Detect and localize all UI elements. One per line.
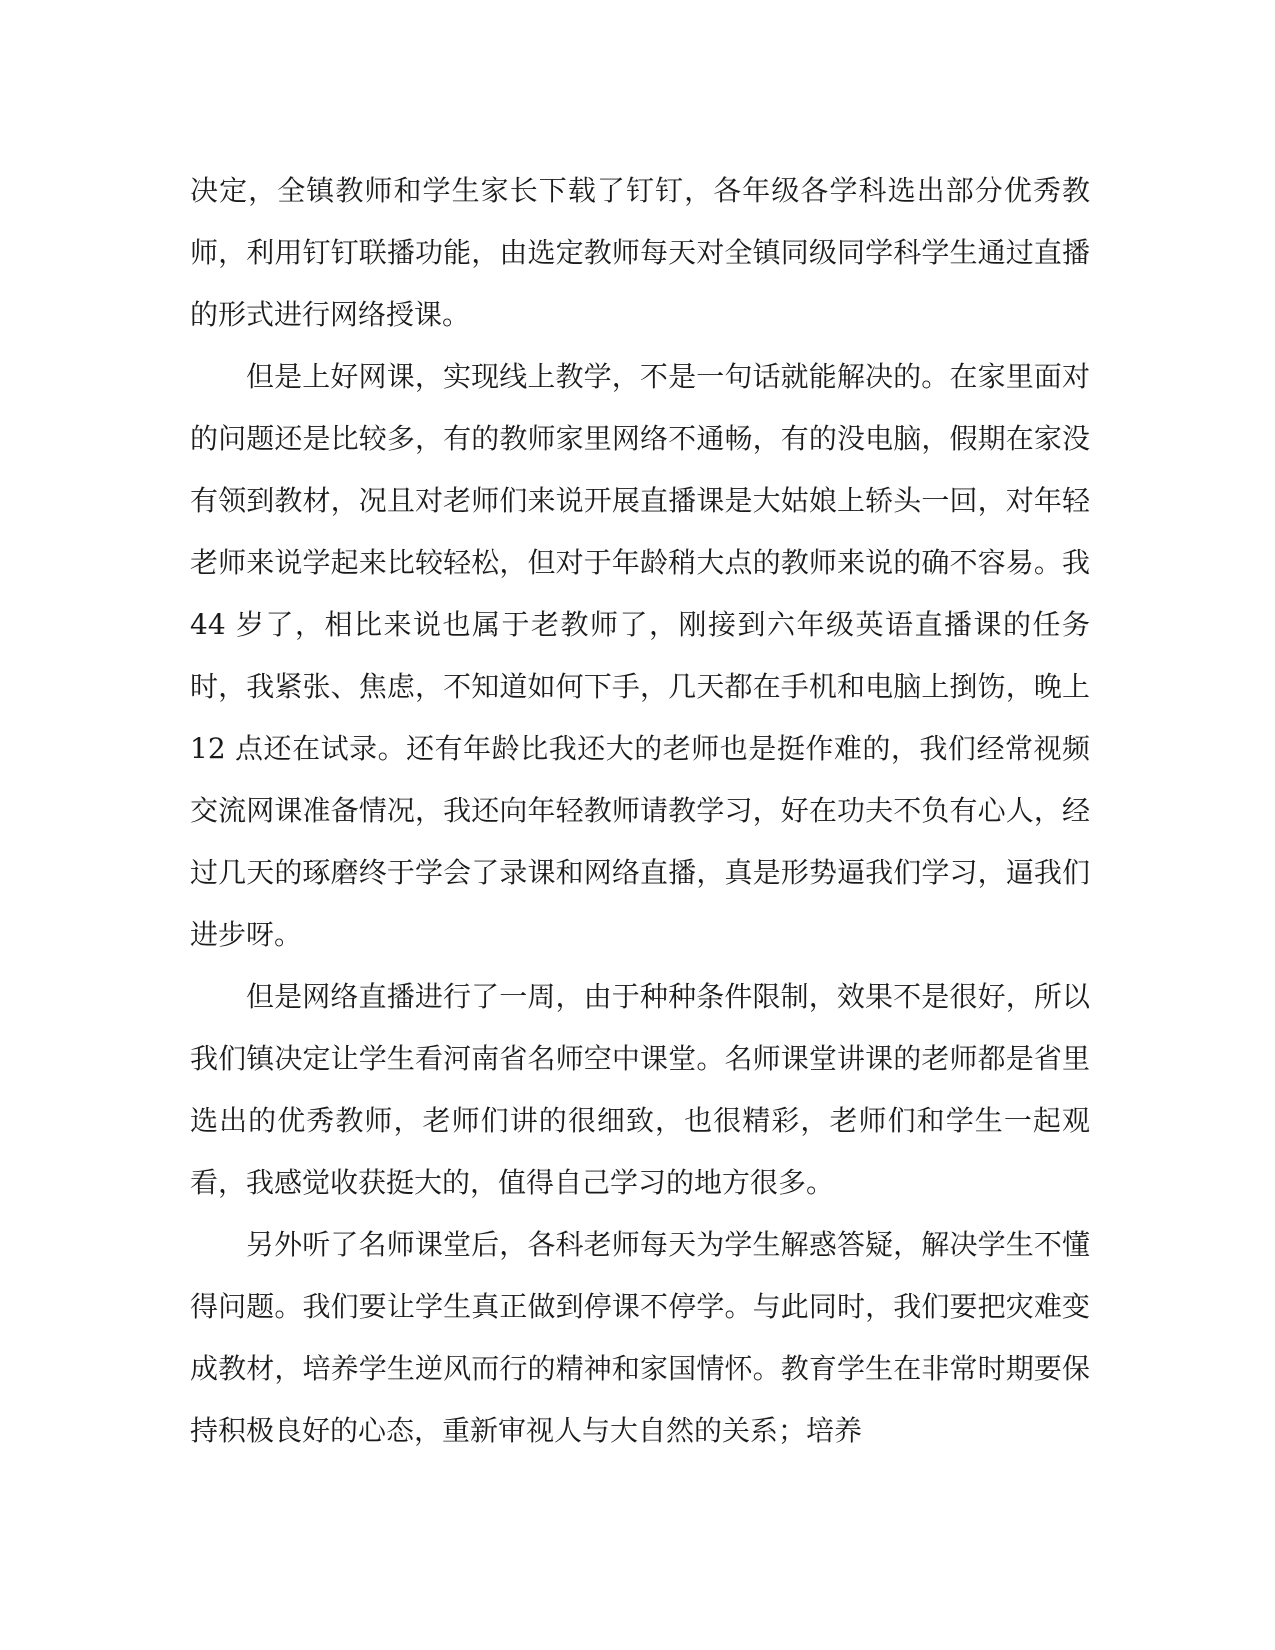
- paragraph-online-teaching-challenges: 但是上好网课，实现线上教学，不是一句话就能解决的。在家里面对的问题还是比较多，有的教师家里网络不通畅，有的没电脑，假期在家没有领到教材，况且对老师们来说开展直播课是大姑娘上轿头一回，对年轻老师来说学起来比较轻松，但对于年龄稍大点的教师来说的确不容易。我 44 岁了，相比来说也属于老教师了，刚接到六年级英语直播课的任务时，我紧张、焦虑，不知道如何下手，几天都在手机和电脑上捯饬，晚上 12 点还在试录。还有年龄比我还大的老师也是挺作难的，我们经常视频交流网课准备情况，我还向年轻教师请教学习，好在功夫不负有心人，经过几天的琢磨终于学会了录课和网络直播，真是形势逼我们学习，逼我们进步呀。: [190, 360, 1090, 951]
- paragraph-famous-teacher-classroom: 但是网络直播进行了一周，由于种种条件限制，效果不是很好，所以我们镇决定让学生看河南省名师空中课堂。名师课堂讲课的老师都是省里选出的优秀教师，老师们讲的很细致，也很精彩，老师们和学生一起观看，我感觉收获挺大的，值得自己学习的地方很多。: [190, 980, 1090, 1199]
- paragraph-continuation: 决定，全镇教师和学生家长下载了钉钉，各年级各学科选出部分优秀教师，利用钉钉联播功能，由选定教师每天对全镇同级同学科学生通过直播的形式进行网络授课。: [190, 174, 1090, 331]
- document-body: [190, 160, 1090, 1462]
- paragraph-answering-questions: 另外听了名师课堂后，各科老师每天为学生解惑答疑，解决学生不懂得问题。我们要让学生真正做到停课不停学。与此同时，我们要把灾难变成教材，培养学生逆风而行的精神和家国情怀。教育学生在非常时期要保持积极良好的心态，重新审视人与大自然的关系；培养: [190, 1228, 1090, 1447]
